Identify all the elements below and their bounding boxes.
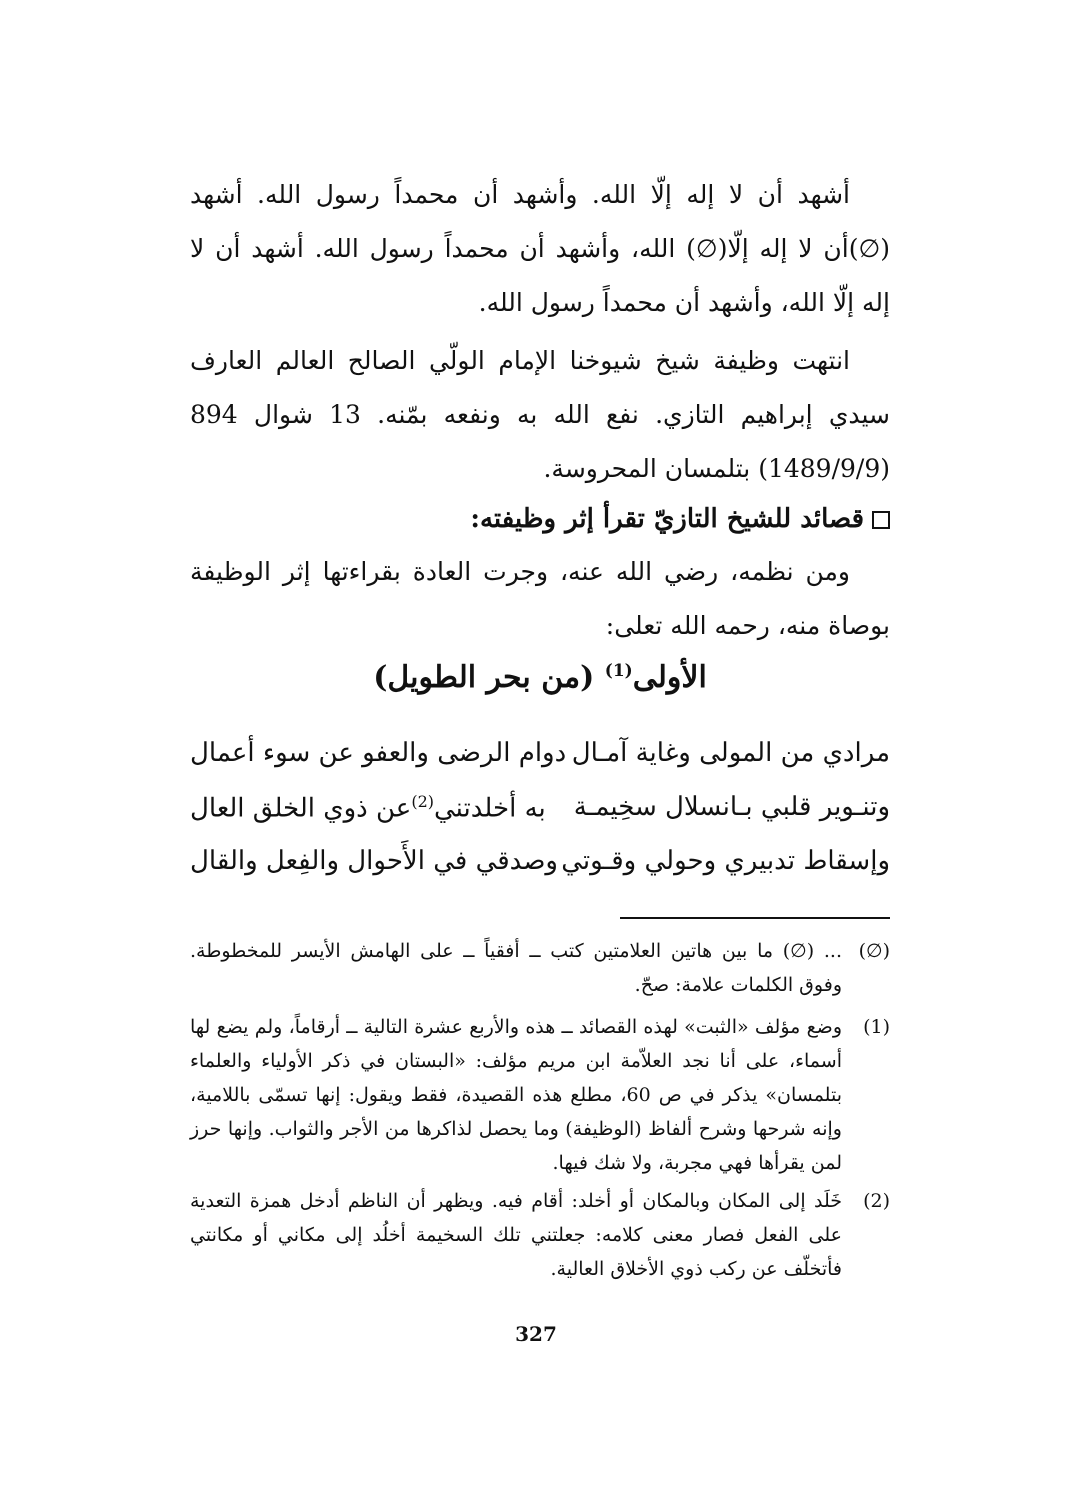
footnote-ref: (2): [411, 792, 434, 811]
footnote: [190, 1010, 890, 1180]
ending-paragraph: [190, 334, 890, 496]
shahada-paragraph: [190, 168, 890, 330]
footnote-text: ... (∅) ما بين هاتين العلامتين كتب ــ أفقياً ــ على الهامش الأيسر للمخطوطة. وفوق الكلمات علامة: صحّ.: [190, 940, 842, 996]
poem-verse: [190, 738, 890, 784]
poem-meter: (من بحر الطويل): [373, 660, 595, 695]
verse-first-hemistich: وتنـوير قلبي بـانسلال سخِيمـة: [573, 792, 890, 822]
verse-first-hemistich: وإسقاط تدبيري وحولي وقـوتي: [561, 846, 890, 876]
shahada-text: أشهد أن لا إله إلّا الله. وأشهد أن محمداً رسول الله. أشهد (∅)أن لا إله إلّا(∅) الله، وأشهد أن محمداً رسول الله. أشهد أن لا إله إلّا الله، وأشهد أن محمداً رسول الله.: [190, 180, 890, 317]
footnote-text: خَلَد إلى المكان وبالمكان أو أخلد: أقام فيه. ويظهر أن الناظم أدخل همزة التعدية على الفعل فصار معنى كلامه: جعلتني تلك السخيمة أخلُد إلى مكاني أو مكانتي فأتخلّف عن ركب ذوي الأخلاق العالية.: [190, 1190, 842, 1280]
footnote-text: وضع مؤلف «الثبت» لهذه القصائد ــ هذه والأربع عشرة التالية ــ أرقاماً، ولم يضع لها أسماء، على أنا نجد العلاّمة ابن مريم مؤلف: «البستان في ذكر الأولياء والعلماء بتلمسان» يذكر في ص 60، مطلع هذه القصيدة، فقط ويقول: إنها تسمّى باللامية، وإنه شرحها وشرح ألفاظ (الوظيفة) وما يحصل لذاكرها من الأجر والثواب. وإنها حرز لمن يقرأها فهي مجربة، ولا شك فيها.: [190, 1016, 842, 1174]
square-bullet-icon: [872, 511, 890, 529]
poem-verse: [190, 792, 890, 838]
footnote-separator: [620, 917, 890, 919]
page-number: 327: [515, 1322, 557, 1346]
footnote: [190, 1184, 890, 1286]
poem-title: [190, 660, 890, 695]
section-heading: [190, 492, 890, 546]
footnote-marker: (1): [863, 1016, 890, 1038]
poem-title-text: الأولى: [632, 660, 707, 695]
verse-second-hemistich: به أخلدتني$^{(2)}$عن ذوي الخلق العال: [190, 792, 546, 824]
poem-title-footnote-ref: (1): [604, 661, 633, 681]
verse-second-hemistich: وصدقي في الأَحوال والفِعل والقال: [190, 846, 558, 876]
intro-paragraph: [190, 545, 890, 653]
footnote: [190, 934, 890, 1002]
intro-text: ومن نظمه، رضي الله عنه، وجرت العادة بقراءتها إثر الوظيفة بوصاة منه، رحمه الله تعلى:: [190, 557, 890, 640]
verse-first-hemistich: مرادي من المولى وغاية آمـال: [571, 738, 890, 768]
verse-second-hemistich: دوام الرضى والعفو عن سوء أعمال: [190, 738, 567, 768]
section-heading-text: قصائد للشيخ التازيّ تقرأ إثر وظيفته:: [470, 504, 864, 534]
footnote-marker: (∅): [858, 940, 890, 962]
poem-verse: [190, 846, 890, 892]
ending-text: انتهت وظيفة شيخ شيوخنا الإمام الولّي الصالح العالم العارف سيدي إبراهيم التازي. نفع الله به ونفعه بمّنه. 13 شوال 894 (1489/9/9) بتلمسان المحروسة.: [190, 346, 890, 483]
footnote-marker: (2): [863, 1190, 890, 1212]
